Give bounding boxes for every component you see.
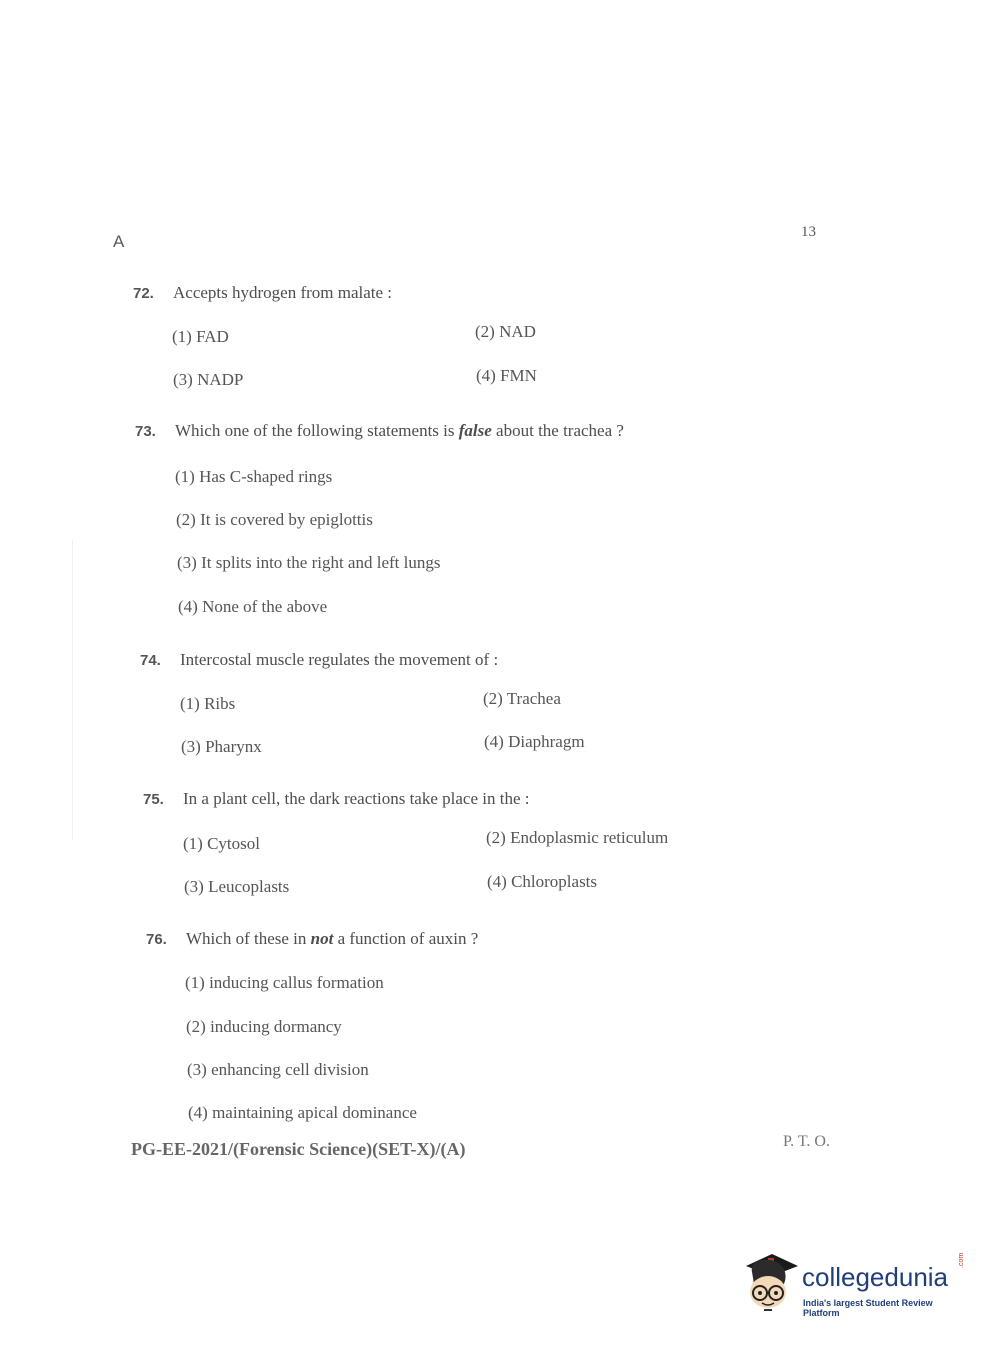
question-text-after: a function of auxin ?	[333, 929, 479, 948]
option-74-2: (2) Trachea	[483, 689, 561, 708]
question-number: 74.	[140, 652, 161, 669]
question-emphasis: not	[310, 929, 334, 948]
option-72-3: (3) NADP	[173, 370, 244, 389]
option-74-4: (4) Diaphragm	[484, 732, 585, 751]
option-76-1: (1) inducing callus formation	[185, 973, 384, 992]
question-75	[143, 789, 529, 809]
scan-artifact-line	[72, 540, 73, 840]
option-72-2: (2) NAD	[475, 322, 536, 341]
paper-code: PG-EE-2021/(Forensic Science)(SET-X)/(A)	[131, 1139, 466, 1159]
option-72-4: (4) FMN	[476, 366, 537, 385]
question-72	[133, 283, 392, 303]
question-number: 72.	[133, 285, 154, 302]
option-73-1: (1) Has C-shaped rings	[175, 467, 333, 486]
option-73-3: (3) It splits into the right and left lungs	[177, 553, 441, 572]
logo-domain-suffix: .com	[958, 1252, 965, 1268]
set-letter: A	[113, 232, 125, 251]
option-72-1: (1) FAD	[172, 327, 229, 346]
question-text-before: Which of these in	[186, 929, 311, 948]
option-74-1: (1) Ribs	[180, 694, 236, 713]
question-emphasis: false	[458, 421, 492, 440]
option-76-4: (4) maintaining apical dominance	[188, 1103, 417, 1122]
option-75-1: (1) Cytosol	[183, 834, 260, 853]
question-text-after: about the trachea ?	[491, 421, 624, 440]
question-number: 75.	[143, 791, 164, 808]
option-75-2: (2) Endoplasmic reticulum	[486, 828, 669, 847]
question-text: Accepts hydrogen from malate :	[173, 283, 393, 302]
question-text-before: Which one of the following statements is	[175, 421, 459, 440]
option-74-3: (3) Pharynx	[181, 737, 262, 756]
option-76-3: (3) enhancing cell division	[187, 1060, 369, 1079]
option-75-4: (4) Chloroplasts	[487, 872, 598, 891]
pto-label: P. T. O.	[783, 1133, 830, 1150]
option-73-4: (4) None of the above	[178, 597, 328, 616]
mascot-icon	[742, 1248, 800, 1314]
question-number: 76.	[146, 931, 167, 948]
collegedunia-logo	[742, 1248, 968, 1318]
question-text: In a plant cell, the dark reactions take place in the :	[183, 789, 530, 808]
option-73-2: (2) It is covered by epiglottis	[176, 510, 373, 529]
logo-wordmark: collegedunia	[802, 1262, 949, 1292]
question-73	[135, 421, 624, 441]
question-74	[140, 650, 498, 670]
question-number: 73.	[135, 423, 156, 440]
option-76-2: (2) inducing dormancy	[186, 1017, 342, 1036]
logo-tagline: India's largest Student Review Platform	[803, 1298, 933, 1318]
option-75-3: (3) Leucoplasts	[184, 877, 290, 896]
page-number: 13	[801, 224, 816, 240]
question-text: Intercostal muscle regulates the movement of :	[180, 650, 499, 669]
question-76	[146, 929, 478, 949]
